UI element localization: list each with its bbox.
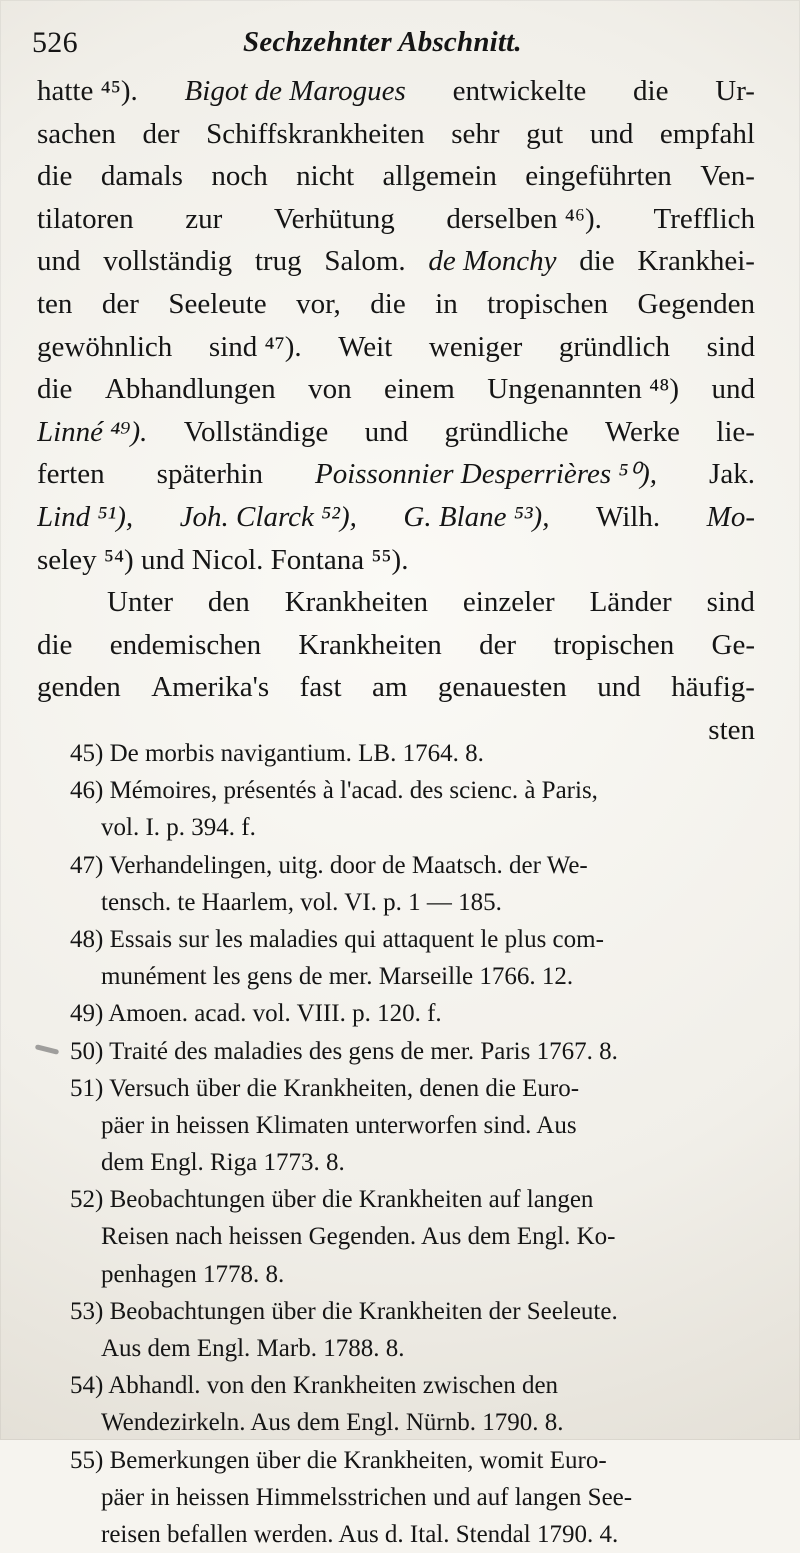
body-word: die [633,75,669,107]
body-word: Krankhei- [637,245,755,278]
body-word: hatte ⁴⁵). [37,75,138,107]
body-word: der [479,628,517,661]
body-word: gründliche [444,415,569,448]
body-word: Jak. [709,458,755,491]
body-line-3 [37,155,755,198]
body-word: damals [100,160,183,193]
body-word: genden [37,671,121,704]
body-word: fast [299,671,342,704]
body-word: Ven- [700,160,755,193]
body-word: tropischen [487,287,608,320]
body-word: entwickelte [452,75,587,107]
body-line-13 [37,581,755,624]
body-word: Krankheiten [284,586,429,619]
body-word: und [597,671,641,704]
body-word: von [308,373,352,406]
body-line-9 [37,411,755,454]
body-italic-name: Linné ⁴⁹). [37,415,148,448]
body-word: Seeleute [168,287,267,320]
body-word: am [372,671,408,704]
body-word: eingeführten [525,160,672,193]
body-word: und [711,373,755,406]
body-word: tilatoren [37,202,134,235]
catchword: sten [708,713,755,746]
body-italic-name: Bigot de Marogues [184,75,406,107]
body-word: ten [37,287,73,320]
footnote-53-continuation: Aus dem Engl. Marb. 1788. 8. [101,1335,405,1362]
body-word: gut [526,117,564,150]
footnote-47: 47) Verhandelingen, uitg. door de Maatsch. der We- [70,851,588,879]
body-italic-name: Mo- [706,500,755,533]
body-word: derselben ⁴⁶). [446,202,602,235]
footnote-48: 48) Essais sur les maladies qui attaquent le plus com- [70,925,604,953]
footnote-52: 52) Beobachtungen über die Krankheiten auf langen [70,1186,594,1214]
body-italic-name: Lind ⁵¹), [37,500,134,533]
body-word: Wilh. [596,500,661,533]
body-line-14 [37,624,755,667]
body-word: und [589,117,634,150]
footnote-55-continuation: päer in heissen Himmelsstrichen und auf langen See- [101,1483,633,1511]
body-word: Vollständige [183,415,329,448]
body-word: die [370,287,406,320]
body-word: in [435,287,458,320]
body-word: Trefflich [653,202,755,235]
body-word: Unter [107,586,174,619]
body-word: zur [185,202,223,235]
body-word: die [579,245,615,278]
body-word: weniger [428,330,523,363]
running-head: Sechzehnter Abschnitt. [243,26,522,58]
body-word: Gegenden [637,287,755,320]
body-word: gewöhnlich [37,330,173,363]
footnote-54: 54) Abhandl. von den Krankheiten zwischen den [70,1372,559,1400]
body-line-4 [37,198,755,241]
body-word: allgemein [382,160,497,193]
footnote-46-continuation: vol. I. p. 394. f. [101,814,256,842]
body-word: Werke [604,415,680,448]
body-line-text: seley ⁵⁴) und Nicol. Fontana ⁵⁵). [37,543,409,576]
body-word: sind [706,586,755,619]
body-italic-name: G. Blane ⁵³), [403,500,550,533]
body-word: Länder [589,586,672,619]
body-word: die [37,160,73,193]
footnote-51-continuation: päer in heissen Klimaten unterworfen sind. Aus [101,1111,577,1139]
body-word: sind ⁴⁷). [208,330,302,363]
footnote-52-continuation: Reisen nach heissen Gegenden. Aus dem Engl. Ko- [101,1223,616,1251]
body-word: Verhütung [273,202,395,235]
body-word: die [37,628,73,661]
body-line-6 [37,283,755,326]
page-number: 526 [32,26,78,59]
body-word: späterhin [156,458,263,491]
body-word: der [142,117,180,150]
body-word: genauesten [437,671,567,704]
body-word: empfahl [659,117,755,150]
body-line-2 [37,113,755,156]
body-line-8 [37,368,755,411]
body-word: gründlich [558,330,671,363]
body-word: vollständig [103,245,233,278]
body-line-10 [37,453,755,496]
body-word: ferten [37,458,105,491]
footnotes [70,735,756,1553]
body-word: sind [706,330,755,363]
footnote-51: 51) Versuch über die Krankheiten, denen die Euro- [70,1074,580,1102]
body-word: Krankheiten [298,628,442,661]
body-word: trug [254,245,302,278]
body-line-12 [37,539,755,582]
body-word: sehr [451,117,500,150]
body-word: Salom. [324,245,406,278]
footnote-49: 49) Amoen. acad. vol. VIII. p. 120. f. [70,1000,442,1028]
body-line-5 [37,240,755,283]
body-word: Ur- [715,75,755,107]
footnote-51-continuation-2: dem Engl. Riga 1773. 8. [101,1149,345,1177]
body-word: lie- [716,415,755,448]
footnote-48-continuation: munément les gens de mer. Marseille 1766. 12. [101,963,574,991]
body-word: tropischen [553,628,675,661]
body-word: Amerika's [151,671,270,704]
body-italic-name: Joh. Clarck ⁵²), [179,500,357,533]
footnote-55-continuation-2: reisen befallen werden. Aus d. Ital. Stendal 1790. 4. [101,1520,619,1548]
main-body-text [37,70,755,752]
body-word: vor, [296,287,341,320]
body-word: noch [211,160,268,193]
body-word: Ungenannten ⁴⁸) [487,373,680,406]
footnote-45: 45) De morbis navigantium. LB. 1764. 8. [70,740,484,767]
body-word: einem [384,373,455,406]
body-line-15 [37,666,755,709]
body-word: und [37,245,81,278]
footnote-46: 46) Mémoires, présentés à l'acad. des scienc. à Paris, [70,777,598,805]
body-italic-name: de Monchy [428,245,557,278]
footnote-52-continuation-2: penhagen 1778. 8. [101,1260,285,1288]
body-word: Weit [338,330,393,363]
footnote-55: 55) Bemerkungen über die Krankheiten, womit Euro- [70,1446,607,1474]
body-word: häufig- [671,671,755,704]
footnote-53: 53) Beobachtungen über die Krankheiten der Seeleute. [70,1297,618,1325]
body-word: und [364,415,409,448]
body-word: nicht [296,160,355,193]
body-word: Ge- [711,628,755,661]
body-line-7 [37,326,755,369]
body-word: den [207,586,250,619]
footnote-47-continuation: tensch. te Haarlem, vol. VI. p. 1 — 185. [101,888,502,916]
body-word: Abhandlungen [104,373,276,406]
body-word: der [101,287,139,320]
body-italic-name: Poissonnier Desperrières ⁵⁰), [315,458,658,491]
body-word: die [37,373,73,406]
body-line-11 [37,496,755,539]
body-word: endemischen [109,628,262,661]
footnote-54-continuation: Wendezirkeln. Aus dem Engl. Nürnb. 1790. 8. [101,1409,564,1437]
body-word: sachen [37,117,116,150]
body-word: Schiffskrankheiten [206,117,425,150]
footnote-50: 50) Traité des maladies des gens de mer. Paris 1767. 8. [70,1037,618,1065]
body-word: einzeler [462,586,555,619]
body-line-1 [37,70,755,113]
